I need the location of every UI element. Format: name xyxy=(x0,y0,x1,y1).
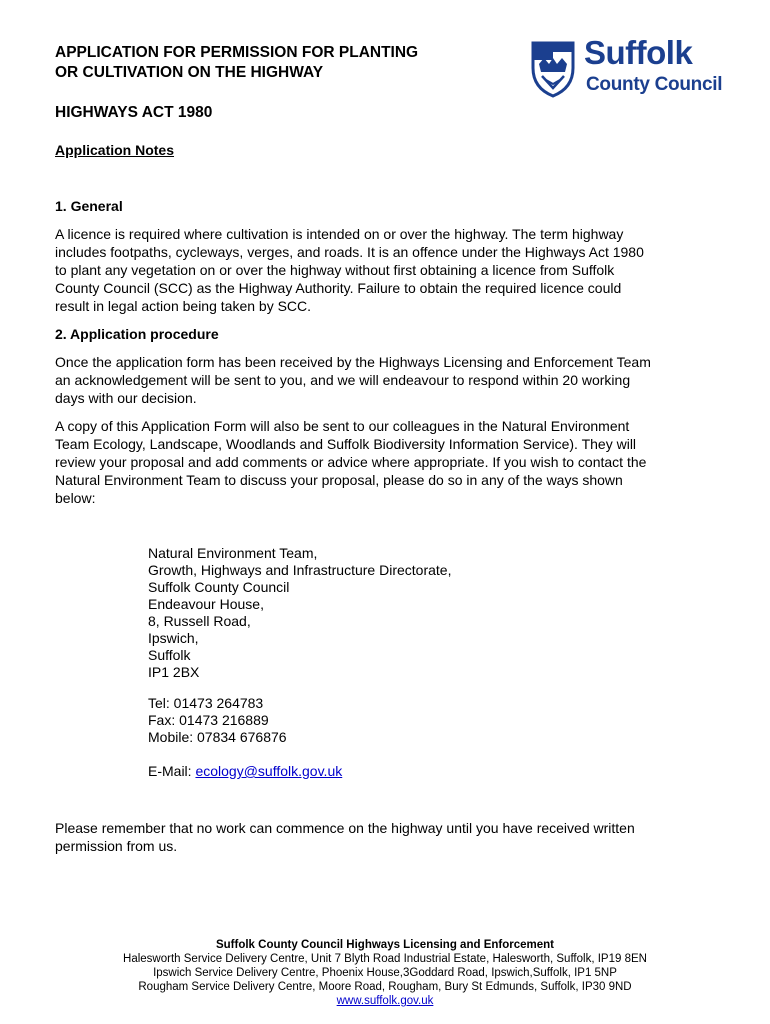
paragraph-line: permission from us. xyxy=(55,838,178,854)
logo-subname: County Council xyxy=(586,74,723,95)
paragraph-line: Please remember that no work can commence on the highway until you have received written xyxy=(55,820,635,836)
logo-name: Suffolk xyxy=(584,34,693,71)
section-2-paragraph-1 xyxy=(55,353,720,407)
paragraph-line: to plant any vegetation on or over the highway without first obtaining a licence from Suffolk xyxy=(55,262,615,278)
title-line-1: APPLICATION FOR PERMISSION FOR PLANTING xyxy=(55,44,419,61)
fax: Fax: 01473 216889 xyxy=(148,712,269,728)
section-1-paragraph xyxy=(55,225,720,315)
contact-phones xyxy=(148,695,287,746)
contact-address xyxy=(148,545,451,681)
section-1-heading: 1. General xyxy=(55,198,123,214)
paragraph-line: includes footpaths, cycleways, verges, and roads. It is an offence under the Highways Act 1980 xyxy=(55,244,644,260)
address-line: Growth, Highways and Infrastructure Directorate, xyxy=(148,562,452,578)
paragraph-line: A copy of this Application Form will also be sent to our colleagues in the Natural Environment xyxy=(55,418,630,434)
paragraph-line: result in legal action being taken by SCC. xyxy=(55,298,312,314)
email-label: E-Mail: xyxy=(148,763,196,779)
telephone: Tel: 01473 264783 xyxy=(148,695,264,711)
address-line: 8, Russell Road, xyxy=(148,613,251,629)
address-line: Natural Environment Team, xyxy=(148,545,318,561)
footer-heading: Suffolk County Council Highways Licensing and Enforcement xyxy=(215,939,554,951)
address-line: Suffolk County Council xyxy=(148,579,290,595)
address-line: IP1 2BX xyxy=(148,664,200,680)
shield-crest-icon xyxy=(530,40,576,98)
document-title xyxy=(55,43,418,83)
footer-line: Ipswich Service Delivery Centre, Phoenix House,3Goddard Road, Ipswich,Suffolk, IP1 5NP xyxy=(153,967,617,979)
section-2-heading: 2. Application procedure xyxy=(55,326,219,342)
paragraph-line: Natural Environment Team to discuss your proposal, please do so in any of the ways shown xyxy=(55,472,623,488)
website-link[interactable]: www.suffolk.gov.uk xyxy=(336,995,434,1007)
footer-line: Halesworth Service Delivery Centre, Unit 7 Blyth Road Industrial Estate, Halesworth, Suffolk, IP19 8EN xyxy=(123,953,647,965)
notes-heading: Application Notes xyxy=(55,142,175,158)
address-line: Endeavour House, xyxy=(148,596,264,612)
paragraph-line: County Council (SCC) as the Highway Authority. Failure to obtain the required licence could xyxy=(55,280,622,296)
paragraph-line: Once the application form has been received by the Highways Licensing and Enforcement Team xyxy=(55,354,651,370)
closing-paragraph xyxy=(55,819,720,855)
paragraph-line: review your proposal and add comments or advice where appropriate. If you wish to contact the xyxy=(55,454,647,470)
contact-email xyxy=(148,763,342,780)
paragraph-line: below: xyxy=(55,490,96,506)
document-subtitle: HIGHWAYS ACT 1980 xyxy=(55,104,213,121)
paragraph-line: A licence is required where cultivation is intended on or over the highway. The term highway xyxy=(55,226,624,242)
paragraph-line: an acknowledgement will be sent to you, and we will endeavour to respond within 20 working xyxy=(55,372,631,388)
email-link[interactable]: ecology@suffolk.gov.uk xyxy=(195,763,343,779)
footer-line: Rougham Service Delivery Centre, Moore Road, Rougham, Bury St Edmunds, Suffolk, IP30 9ND xyxy=(138,981,632,993)
paragraph-line: days with our decision. xyxy=(55,390,197,406)
address-line: Suffolk xyxy=(148,647,191,663)
mobile: Mobile: 07834 676876 xyxy=(148,729,287,745)
section-2-paragraph-2 xyxy=(55,417,720,507)
title-line-2: OR CULTIVATION ON THE HIGHWAY xyxy=(55,64,324,81)
paragraph-line: Team Ecology, Landscape, Woodlands and Suffolk Biodiversity Information Service). They will xyxy=(55,436,637,452)
suffolk-logo xyxy=(530,34,740,102)
page-footer xyxy=(0,938,770,1008)
address-line: Ipswich, xyxy=(148,630,199,646)
